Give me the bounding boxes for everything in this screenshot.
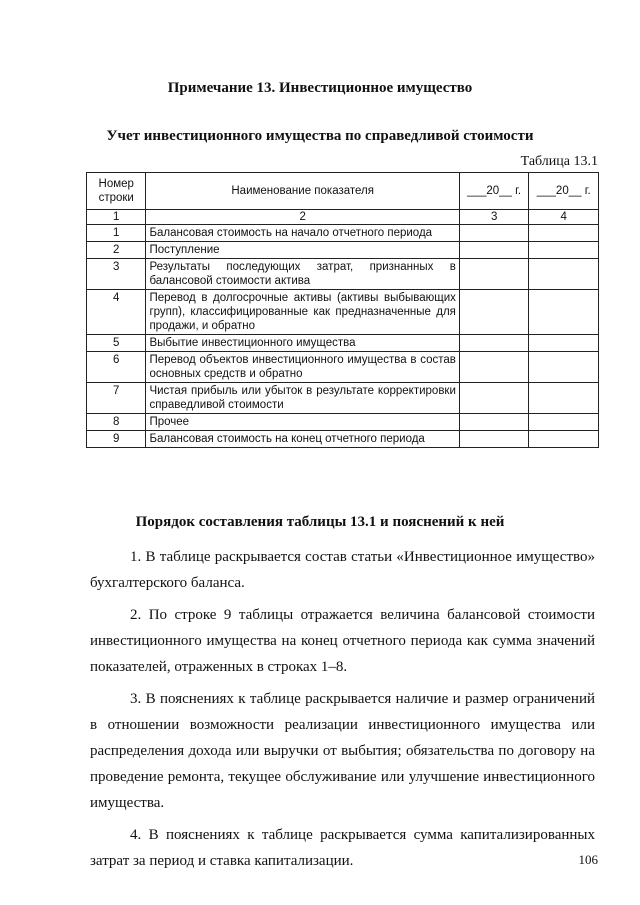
column-number: 4 bbox=[529, 210, 599, 225]
row-value-year-1 bbox=[459, 290, 529, 335]
column-number: 1 bbox=[87, 210, 146, 225]
row-name: Прочее bbox=[146, 414, 459, 431]
row-value-year-1 bbox=[459, 259, 529, 290]
row-number: 1 bbox=[87, 225, 146, 242]
row-value-year-1 bbox=[459, 383, 529, 414]
row-number: 9 bbox=[87, 431, 146, 448]
row-name: Поступление bbox=[146, 242, 459, 259]
row-value-year-2 bbox=[529, 335, 599, 352]
table-row bbox=[87, 431, 599, 448]
body-text bbox=[90, 544, 595, 880]
row-number: 4 bbox=[87, 290, 146, 335]
row-value-year-2 bbox=[529, 290, 599, 335]
row-number: 8 bbox=[87, 414, 146, 431]
table-row bbox=[87, 259, 599, 290]
row-value-year-1 bbox=[459, 242, 529, 259]
row-value-year-2 bbox=[529, 242, 599, 259]
table-row bbox=[87, 335, 599, 352]
row-name: Перевод объектов инвестиционного имущества в состав основных средств и обратно bbox=[146, 352, 459, 383]
header-year-1: ___20__ г. bbox=[459, 173, 529, 210]
row-name: Чистая прибыль или убыток в результате корректировки справедливой стоимости bbox=[146, 383, 459, 414]
section-title: Порядок составления таблицы 13.1 и пояснений к ней bbox=[135, 514, 505, 530]
row-name: Выбытие инвестиционного имущества bbox=[146, 335, 459, 352]
paragraph: 3. В пояснениях к таблице раскрывается наличие и размер ограничений в отношении возможности реализации инвестиционного имущества или распределения дохода или выручки от выбытия; обязательства по договору на проведение ремонта, текущее обслуживание или улучшение инвестиционного имущества. bbox=[90, 691, 595, 811]
table-label: Таблица 13.1 bbox=[520, 154, 598, 169]
row-value-year-2 bbox=[529, 414, 599, 431]
row-number: 7 bbox=[87, 383, 146, 414]
table-row bbox=[87, 225, 599, 242]
table-subtitle: Учет инвестиционного имущества по справедливой стоимости bbox=[106, 128, 534, 144]
table-row bbox=[87, 290, 599, 335]
row-value-year-1 bbox=[459, 225, 529, 242]
column-numbers-row bbox=[87, 210, 599, 225]
row-name: Результаты последующих затрат, признанных в балансовой стоимости актива bbox=[146, 259, 459, 290]
page-number: 106 bbox=[578, 852, 598, 867]
row-value-year-1 bbox=[459, 335, 529, 352]
header-year-2: ___20__ г. bbox=[529, 173, 599, 210]
table-row bbox=[87, 352, 599, 383]
row-value-year-1 bbox=[459, 352, 529, 383]
row-value-year-2 bbox=[529, 383, 599, 414]
row-value-year-2 bbox=[529, 431, 599, 448]
table-header-row bbox=[87, 173, 599, 210]
paragraph: 4. В пояснениях к таблице раскрывается сумма капитализированных затрат за период и ставка капитализации. bbox=[90, 827, 595, 869]
row-name: Балансовая стоимость на начало отчетного периода bbox=[146, 225, 459, 242]
row-value-year-2 bbox=[529, 352, 599, 383]
row-number: 5 bbox=[87, 335, 146, 352]
table-row bbox=[87, 414, 599, 431]
row-name: Перевод в долгосрочные активы (активы выбывающих групп), классифицированные как предназначенные для продажи, и обратно bbox=[146, 290, 459, 335]
row-number: 2 bbox=[87, 242, 146, 259]
header-indicator-name: Наименование показателя bbox=[146, 173, 459, 210]
paragraph: 2. По строке 9 таблицы отражается величина балансовой стоимости инвестиционного имущества на конец отчетного периода как сумма значений показателей, отраженных в строках 1–8. bbox=[90, 607, 595, 675]
table-row bbox=[87, 383, 599, 414]
paragraph: 1. В таблице раскрывается состав статьи «Инвестиционное имущество» бухгалтерского баланса. bbox=[90, 549, 595, 591]
row-value-year-1 bbox=[459, 414, 529, 431]
row-number: 3 bbox=[87, 259, 146, 290]
column-number: 3 bbox=[459, 210, 529, 225]
page-title: Примечание 13. Инвестиционное имущество bbox=[167, 80, 473, 96]
table-row bbox=[87, 242, 599, 259]
investment-property-table bbox=[86, 172, 599, 448]
row-value-year-2 bbox=[529, 259, 599, 290]
header-row-number: Номер строки bbox=[87, 173, 146, 210]
row-number: 6 bbox=[87, 352, 146, 383]
row-value-year-1 bbox=[459, 431, 529, 448]
row-value-year-2 bbox=[529, 225, 599, 242]
column-number: 2 bbox=[146, 210, 459, 225]
row-name: Балансовая стоимость на конец отчетного периода bbox=[146, 431, 459, 448]
